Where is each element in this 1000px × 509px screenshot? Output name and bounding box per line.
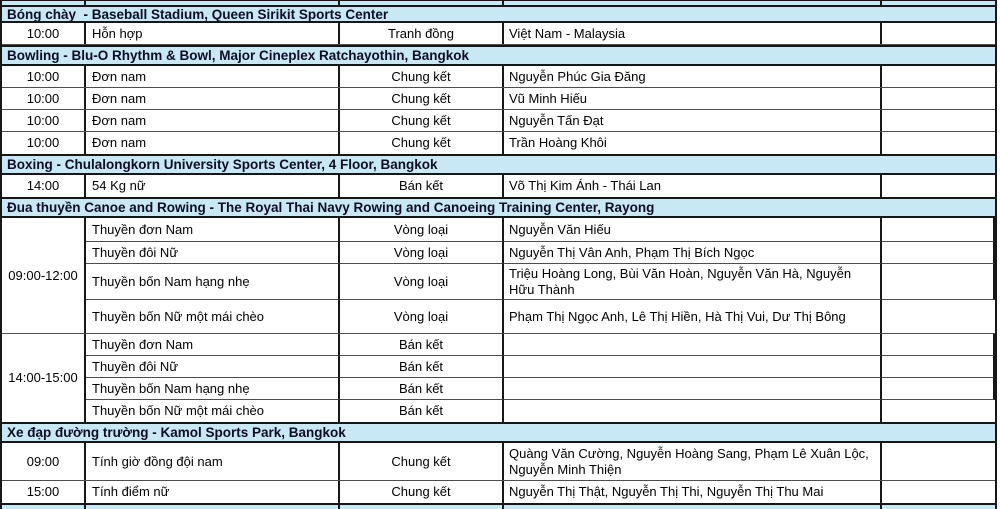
round-cell: Vòng loại <box>340 242 504 264</box>
table-row <box>2 110 995 132</box>
participants-cell: Nguyễn Phúc Gia Đăng <box>504 66 882 87</box>
rowing-afternoon-block <box>2 334 995 422</box>
table-row <box>2 175 995 197</box>
table-row <box>2 481 995 503</box>
top-strip <box>2 1 995 5</box>
round-cell: Vòng loại <box>340 300 504 333</box>
event-cell: Thuyền bốn Nữ một mái chèo <box>86 400 340 422</box>
time-cell-merged: 09:00-12:00 <box>2 218 86 333</box>
filler-cell <box>882 242 995 264</box>
table-row <box>2 132 995 154</box>
time-cell-merged: 14:00-15:00 <box>2 334 86 422</box>
time-cell: 10:00 <box>2 132 86 154</box>
round-cell: Chung kết <box>340 481 504 503</box>
filler-cell <box>882 400 995 422</box>
event-cell: Thuyền đơn Nam <box>86 334 340 356</box>
round-cell: Bán kết <box>340 175 504 197</box>
filler-cell <box>882 334 995 356</box>
top-strip-cell <box>504 1 882 5</box>
filler-cell <box>882 264 995 300</box>
section-header-boxing <box>2 154 995 175</box>
filler-cell <box>882 66 995 87</box>
filler-cell <box>882 175 995 197</box>
event-cell: Đơn nam <box>86 66 340 87</box>
filler-cell <box>882 132 995 154</box>
section-title: Đua thuyền Canoe and Rowing - The Royal Thai Navy Rowing and Canoeing Training Center, Rayong <box>7 200 655 215</box>
time-cell: 09:00 <box>2 443 86 480</box>
filler-cell <box>882 218 995 242</box>
section-header-baseball <box>2 5 995 23</box>
participants-cell: Võ Thị Kim Ánh - Thái Lan <box>504 175 882 197</box>
bottom-strip <box>2 503 995 509</box>
filler-cell <box>882 356 995 378</box>
filler-cell <box>882 481 995 503</box>
section-title: Bowling - Blu-O Rhythm & Bowl, Major Cineplex Ratchayothin, Bangkok <box>7 48 470 63</box>
table-row <box>2 443 995 481</box>
section-title: Bóng chày - Baseball Stadium, Queen Sirikit Sports Center <box>7 6 389 22</box>
top-strip-cell <box>86 1 340 5</box>
time-cell: 15:00 <box>2 481 86 503</box>
time-cell: 10:00 <box>2 23 86 44</box>
round-cell: Bán kết <box>340 356 504 378</box>
round-cell: Chung kết <box>340 132 504 154</box>
event-cell: Thuyền bốn Nam hạng nhẹ <box>86 378 340 400</box>
participants-cell: Vũ Minh Hiếu <box>504 88 882 109</box>
event-cell: Đơn nam <box>86 110 340 131</box>
bottom-strip-cell <box>86 505 340 509</box>
event-cell: Đơn nam <box>86 132 340 154</box>
event-cell: Thuyền bốn Nam hạng nhẹ <box>86 264 340 300</box>
participants-cell <box>504 334 882 356</box>
bottom-strip-cell <box>504 505 882 509</box>
filler-cell <box>882 88 995 109</box>
participants-cell: Nguyễn Văn Hiếu <box>504 218 882 242</box>
section-title: Boxing - Chulalongkorn University Sports Center, 4 Floor, Bangkok <box>7 157 438 172</box>
table-row <box>2 23 995 45</box>
section-title: Xe đạp đường trường - Kamol Sports Park, Bangkok <box>7 425 346 440</box>
top-strip-cell <box>340 1 504 5</box>
event-cell: Thuyền bốn Nữ một mái chèo <box>86 300 340 333</box>
bottom-strip-cell <box>882 505 995 509</box>
round-cell: Vòng loại <box>340 218 504 242</box>
filler-cell <box>882 378 995 400</box>
round-cell: Bán kết <box>340 400 504 422</box>
participants-cell <box>504 356 882 378</box>
round-cell: Chung kết <box>340 110 504 131</box>
round-cell: Bán kết <box>340 378 504 400</box>
section-header-cycling <box>2 422 995 443</box>
time-cell: 10:00 <box>2 66 86 87</box>
section-header-rowing <box>2 197 995 218</box>
time-cell: 14:00 <box>2 175 86 197</box>
participants-cell: Nguyễn Thị Vân Anh, Phạm Thị Bích Ngọc <box>504 242 882 264</box>
event-cell: Tính điểm nữ <box>86 481 340 503</box>
participants-cell: Quàng Văn Cường, Nguyễn Hoàng Sang, Phạm Lê Xuân Lộc, Nguyễn Minh Thiện <box>504 443 882 480</box>
round-cell: Chung kết <box>340 88 504 109</box>
participants-cell: Triệu Hoàng Long, Bùi Văn Hoàn, Nguyễn Văn Hà, Nguyễn Hữu Thành <box>504 264 882 300</box>
table-row <box>2 66 995 88</box>
round-cell: Chung kết <box>340 443 504 480</box>
time-cell: 10:00 <box>2 110 86 131</box>
top-strip-cell <box>2 1 86 5</box>
event-cell: Thuyền đôi Nữ <box>86 356 340 378</box>
filler-cell <box>882 23 995 44</box>
event-cell: Đơn nam <box>86 88 340 109</box>
bottom-strip-cell <box>340 505 504 509</box>
event-cell: Hỗn hợp <box>86 23 340 44</box>
round-cell: Bán kết <box>340 334 504 356</box>
round-cell: Tranh đồng <box>340 23 504 44</box>
time-cell: 10:00 <box>2 88 86 109</box>
participants-cell: Trần Hoàng Khôi <box>504 132 882 154</box>
participants-cell: Nguyễn Tấn Đạt <box>504 110 882 131</box>
event-cell: 54 Kg nữ <box>86 175 340 197</box>
filler-cell <box>882 300 995 333</box>
filler-cell <box>882 443 995 480</box>
participants-cell: Nguyễn Thị Thật, Nguyễn Thị Thi, Nguyễn Thị Thu Mai <box>504 481 882 503</box>
participants-cell <box>504 378 882 400</box>
filler-cell <box>882 110 995 131</box>
table-row <box>2 88 995 110</box>
section-header-bowling <box>2 45 995 66</box>
rowing-morning-block <box>2 218 995 334</box>
bottom-strip-cell <box>2 505 86 509</box>
top-strip-cell <box>882 1 995 5</box>
participants-cell: Việt Nam - Malaysia <box>504 23 882 44</box>
event-cell: Thuyền đơn Nam <box>86 218 340 242</box>
round-cell: Chung kết <box>340 66 504 87</box>
event-cell: Thuyền đôi Nữ <box>86 242 340 264</box>
participants-cell: Phạm Thị Ngọc Anh, Lê Thị Hiền, Hà Thị Vui, Dư Thị Bông <box>504 300 882 333</box>
participants-cell <box>504 400 882 422</box>
event-cell: Tính giờ đồng đội nam <box>86 443 340 480</box>
round-cell: Vòng loại <box>340 264 504 300</box>
